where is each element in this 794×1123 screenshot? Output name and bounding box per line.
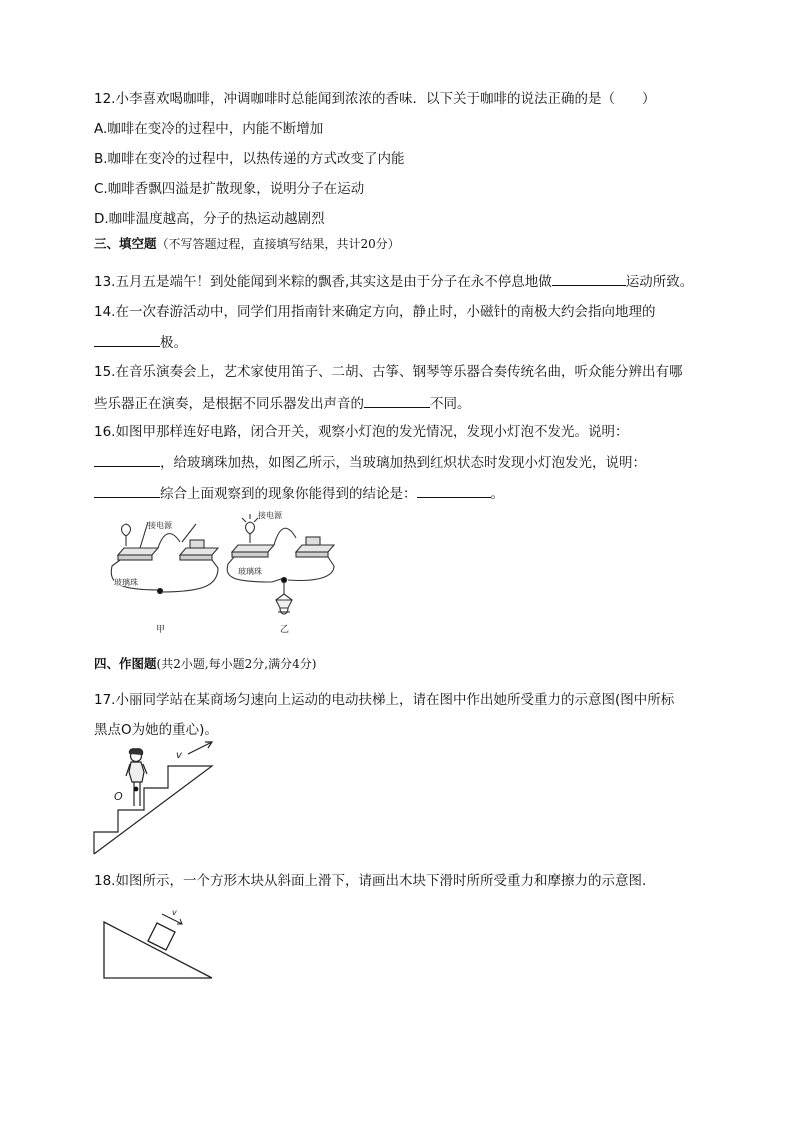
q16-line2 bbox=[94, 452, 646, 473]
q16-line3-end: 。 bbox=[490, 486, 504, 502]
q16-circuit-figure bbox=[100, 508, 340, 636]
q15-line2-before: 些乐器正在演奏，是根据不同乐器发出声音的 bbox=[94, 396, 364, 412]
point-o-label: O bbox=[114, 790, 123, 803]
q12-stem: 12.小李喜欢喝咖啡，冲调咖啡时总能闻到浓浓的香味．以下关于咖啡的说法正确的是（ ） bbox=[94, 91, 656, 107]
q15-line1: 15.在音乐演奏会上，艺术家使用笛子、二胡、古筝、钢琴等乐器合奏传统名曲，听众能分辨出有哪 bbox=[94, 364, 683, 380]
escalator-steps bbox=[94, 766, 212, 854]
q13-blank[interactable] bbox=[552, 271, 626, 286]
q15-line2 bbox=[94, 393, 471, 414]
velocity-label: v bbox=[172, 908, 177, 917]
q12-option-c: C.咖啡香飘四溢是扩散现象，说明分子在运动 bbox=[94, 181, 365, 197]
yi-bead-label: 玻璃珠 bbox=[238, 567, 262, 576]
q15-line2-after: 不同。 bbox=[430, 396, 471, 412]
q13-text-b: 运动所致。 bbox=[625, 274, 694, 290]
section4-note: (共2小题,每小题2分,满分4分) bbox=[156, 657, 317, 671]
q14-blank[interactable] bbox=[94, 332, 160, 347]
jia-caption: 甲 bbox=[156, 625, 166, 635]
velocity-label: v bbox=[176, 750, 182, 761]
jia-power-label: 接电源 bbox=[148, 521, 172, 530]
q16-line1: 16.如图甲那样连好电路，闭合开关，观察小灯泡的发光情况，发现小灯泡不发光。说明： bbox=[94, 424, 629, 440]
q13-text-a: 13.五月五是端午！到处能闻到米粽的飘香,其实这是由于分子在永不停息地做 bbox=[94, 274, 552, 290]
q12-option-d: D.咖啡温度越高，分子的热运动越剧烈 bbox=[94, 211, 325, 227]
section4-title: 四、作图题 bbox=[94, 656, 157, 671]
q17-line1: 17.小丽同学站在某商场匀速向上运动的电动扶梯上，请在图中作出她所受重力的示意图(图中所标 bbox=[94, 692, 675, 708]
q14-line2 bbox=[94, 332, 187, 353]
q12-option-a: A.咖啡在变冷的过程中，内能不断增加 bbox=[94, 121, 324, 137]
q17-line2: 黑点O为她的重心)。 bbox=[94, 722, 218, 738]
jia-bead-label: 玻璃珠 bbox=[114, 578, 138, 587]
q18-incline-figure bbox=[98, 904, 218, 984]
q13-line bbox=[94, 271, 693, 292]
q16-blank-2[interactable] bbox=[94, 483, 160, 498]
yi-caption: 乙 bbox=[280, 625, 290, 635]
section3-header bbox=[94, 234, 400, 254]
section4-header bbox=[94, 654, 316, 674]
q16-blank-1[interactable] bbox=[94, 452, 160, 467]
q18-line: 18.如图所示，一个方形木块从斜面上滑下，请画出木块下滑时所所受重力和摩擦力的示意图． bbox=[94, 873, 656, 889]
section3-title: 三、填空题 bbox=[94, 236, 157, 251]
section3-note: （不写答题过程，直接填写结果，共计20分） bbox=[156, 237, 400, 251]
q14-line1: 14.在一次春游活动中，同学们用指南针来确定方向，静止时，小磁针的南极大约会指向地理的 bbox=[94, 304, 656, 320]
q15-blank[interactable] bbox=[364, 393, 430, 408]
center-of-gravity-dot bbox=[134, 787, 139, 792]
q14-line2-after: 极。 bbox=[160, 335, 187, 351]
q12-option-b: B.咖啡在变冷的过程中，以热传递的方式改变了内能 bbox=[94, 151, 405, 167]
yi-power-label: 接电源 bbox=[258, 511, 282, 520]
circuit-yi bbox=[227, 514, 334, 614]
q17-escalator-figure bbox=[92, 740, 218, 858]
q16-blank-3[interactable] bbox=[417, 483, 491, 498]
sliding-block bbox=[148, 923, 175, 950]
q16-line2-after: ，给玻璃珠加热，如图乙所示，当玻璃加热到红炽状态时发现小灯泡发光，说明： bbox=[160, 455, 646, 471]
q16-line3 bbox=[94, 483, 504, 504]
q16-line3-mid: 综合上面观察到的现象你能得到的结论是： bbox=[160, 486, 417, 502]
